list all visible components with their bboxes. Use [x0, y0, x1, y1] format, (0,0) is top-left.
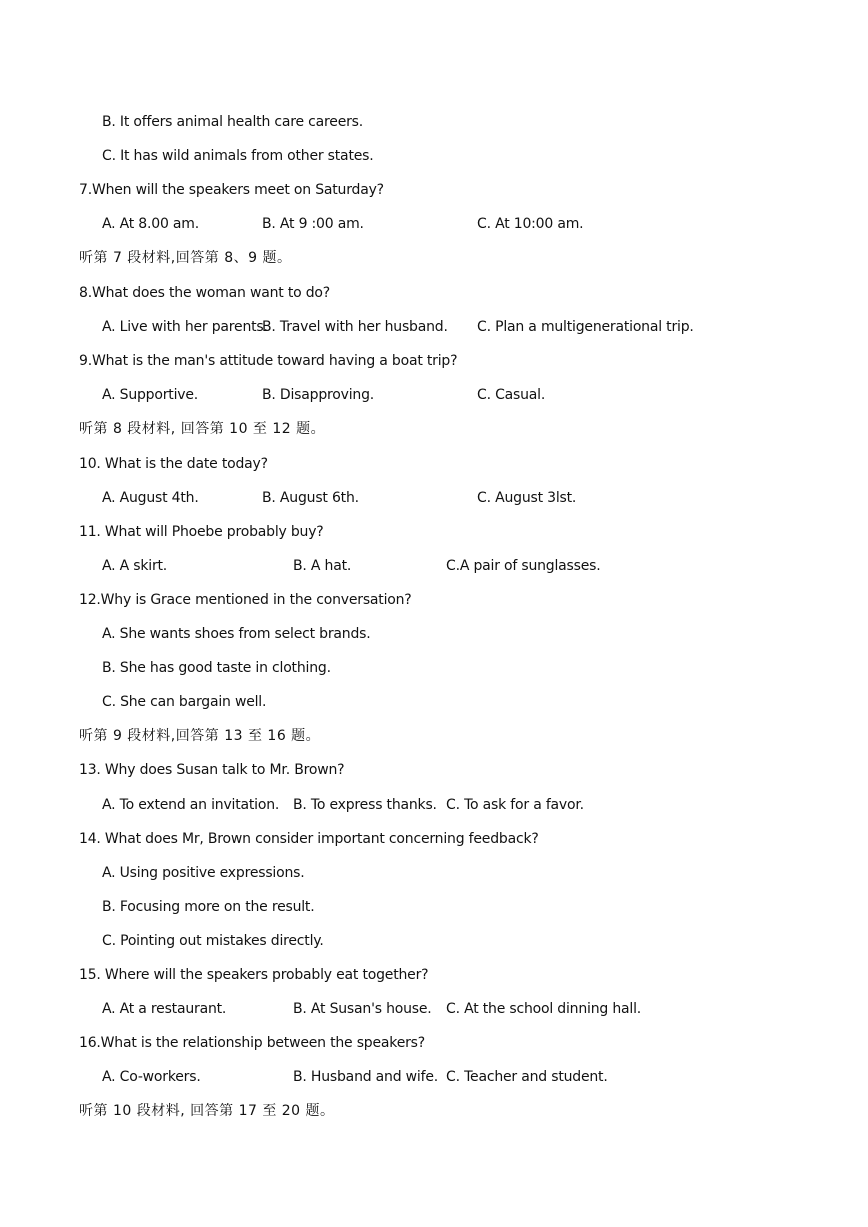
q10-option-a: A. August 4th. — [102, 490, 199, 506]
q12-option-b: B. She has good taste in clothing. — [102, 660, 331, 676]
q9-option-b: B. Disapproving. — [262, 387, 375, 403]
q13-option-c: C. To ask for a favor. — [446, 797, 584, 813]
q15-option-a: A. At a restaurant. — [102, 1001, 227, 1017]
question-9: 9.What is the man's attitude toward having a boat trip? — [79, 353, 458, 369]
q7-option-c: C. At 10:00 am. — [477, 216, 584, 232]
section-9-instruction: 听第 9 段材料,回答第 13 至 16 题。 — [79, 728, 321, 744]
q15-option-c: C. At the school dinning hall. — [446, 1001, 642, 1017]
q10-option-b: B. August 6th. — [262, 490, 359, 506]
question-10: 10. What is the date today? — [79, 456, 268, 472]
q11-option-c: C.A pair of sunglasses. — [446, 558, 601, 574]
question-16: 16.What is the relationship between the speakers? — [79, 1035, 425, 1051]
section-10-instruction: 听第 10 段材料, 回答第 17 至 20 题。 — [79, 1103, 335, 1119]
question-8: 8.What does the woman want to do? — [79, 285, 331, 301]
q6-option-b: B. It offers animal health care careers. — [102, 114, 364, 130]
q11-option-b: B. A hat. — [293, 558, 352, 574]
question-7: 7.When will the speakers meet on Saturday? — [79, 182, 384, 198]
q14-option-c: C. Pointing out mistakes directly. — [102, 933, 324, 949]
question-15: 15. Where will the speakers probably eat together? — [79, 967, 429, 983]
q8-option-b: B. Travel with her husband. — [262, 319, 448, 335]
q12-option-a: A. She wants shoes from select brands. — [102, 626, 371, 642]
q10-option-c: C. August 3lst. — [477, 490, 577, 506]
q13-option-b: B. To express thanks. — [293, 797, 437, 813]
question-14: 14. What does Mr, Brown consider important concerning feedback? — [79, 831, 539, 847]
q13-option-a: A. To extend an invitation. — [102, 797, 280, 813]
question-13: 13. Why does Susan talk to Mr. Brown? — [79, 762, 345, 778]
section-7-instruction: 听第 7 段材料,回答第 8、9 题。 — [79, 250, 292, 266]
q12-option-c: C. She can bargain well. — [102, 694, 267, 710]
q16-option-c: C. Teacher and student. — [446, 1069, 608, 1085]
q11-option-a: A. A skirt. — [102, 558, 168, 574]
q16-option-b: B. Husband and wife. — [293, 1069, 438, 1085]
question-12: 12.Why is Grace mentioned in the conversation? — [79, 592, 412, 608]
question-11: 11. What will Phoebe probably buy? — [79, 524, 324, 540]
section-8-instruction: 听第 8 段材料, 回答第 10 至 12 题。 — [79, 421, 326, 437]
q14-option-a: A. Using positive expressions. — [102, 865, 305, 881]
q15-option-b: B. At Susan's house. — [293, 1001, 432, 1017]
q7-option-a: A. At 8.00 am. — [102, 216, 199, 232]
q16-option-a: A. Co-workers. — [102, 1069, 201, 1085]
q7-option-b: B. At 9 :00 am. — [262, 216, 364, 232]
q6-option-c: C. It has wild animals from other states. — [102, 148, 374, 164]
q9-option-c: C. Casual. — [477, 387, 546, 403]
q8-option-a: A. Live with her parents. — [102, 319, 268, 335]
q14-option-b: B. Focusing more on the result. — [102, 899, 315, 915]
q8-option-c: C. Plan a multigenerational trip. — [477, 319, 694, 335]
q9-option-a: A. Supportive. — [102, 387, 199, 403]
